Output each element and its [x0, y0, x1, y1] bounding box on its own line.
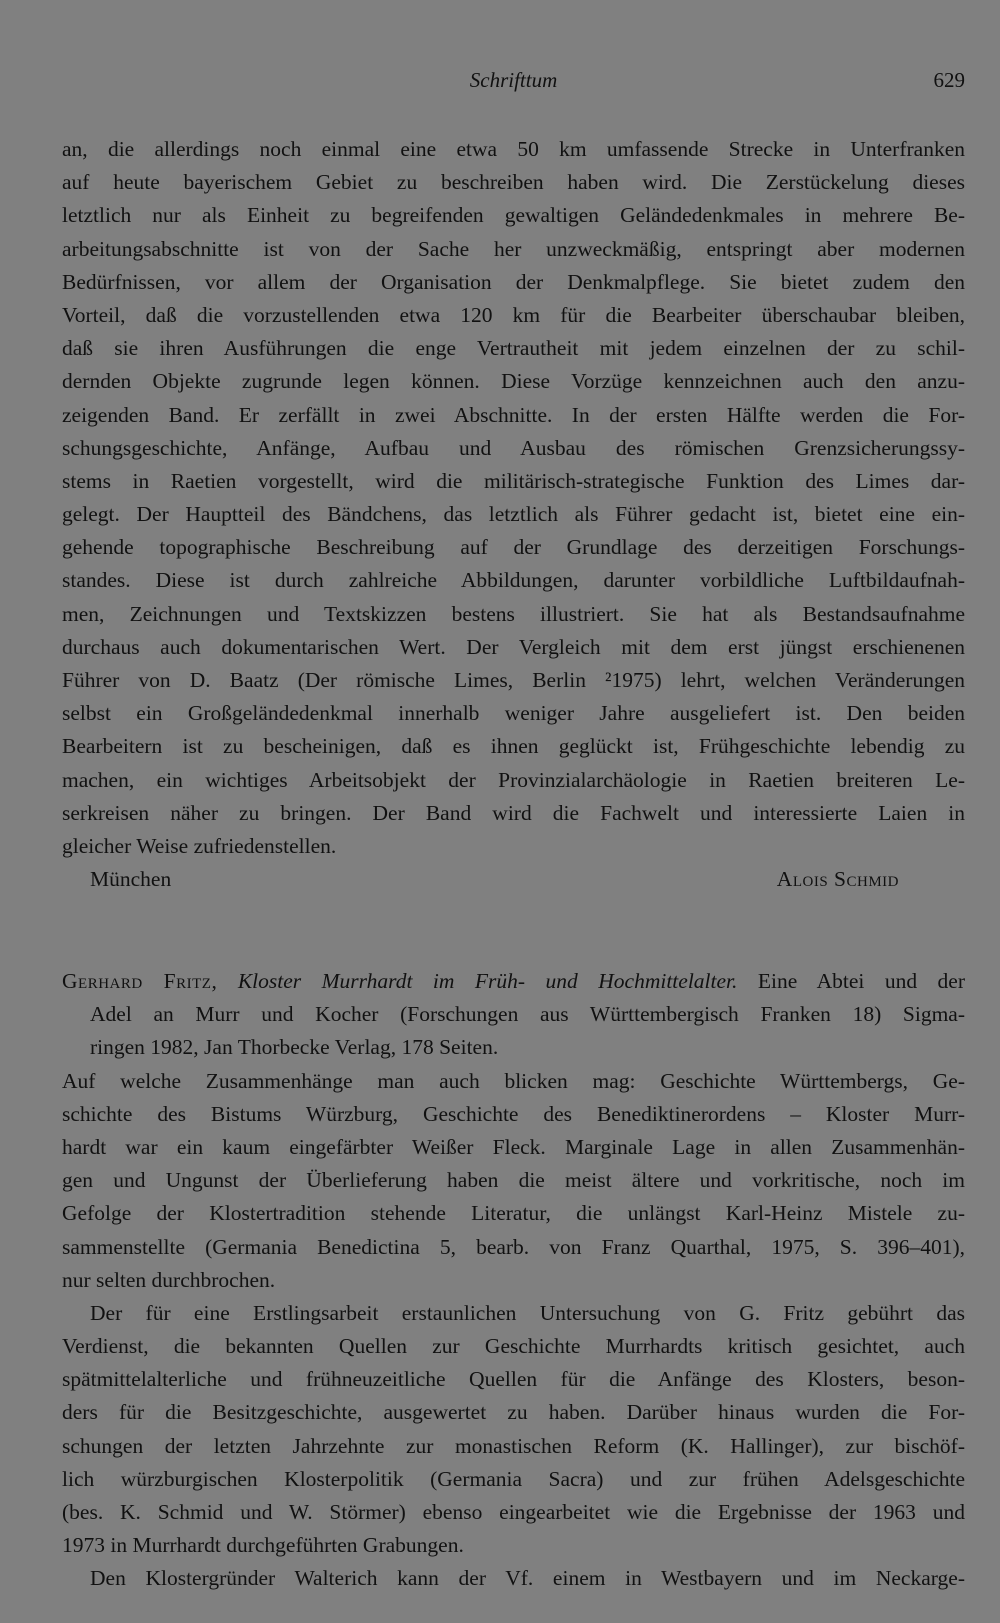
citation-title: Kloster Murrhardt im Früh- und Hochmittelalter. — [237, 969, 738, 993]
citation-rest: Eine Abtei und der — [737, 969, 965, 993]
text-line: zeigenden Band. Er zerfällt in zwei Abschnitte. In der ersten Hälfte werden die For- — [62, 402, 965, 427]
text-line: Vorteil, daß die vorzustellenden etwa 120 km für die Bearbeiter überschaubar bleiben, — [62, 302, 965, 327]
text-line: Gefolge der Klostertradition stehende Literatur, die unlängst Karl-Heinz Mistele zu- — [62, 1201, 965, 1226]
text-line: standes. Diese ist durch zahlreiche Abbildungen, darunter vorbildliche Luftbildaufnah- — [62, 568, 965, 593]
text-line: Der für eine Erstlingsarbeit erstaunlichen Untersuchung von G. Fritz gebührt das — [90, 1300, 965, 1325]
text-line: selbst ein Großgeländedenkmal innerhalb weniger Jahre ausgeliefert ist. Den beiden — [62, 701, 965, 726]
review-2-paragraph-3 — [62, 1562, 965, 1595]
text-line: Bedürfnissen, vor allem der Organisation der Denkmalpflege. Sie bietet zudem den — [62, 269, 965, 294]
text-line: 1973 in Murrhardt durchgeführten Grabungen. — [62, 1533, 464, 1558]
text-line: gehende topographische Beschreibung auf der Grundlage des derzeitigen Forschungs- — [62, 535, 965, 560]
text-line: schungsgeschichte, Anfänge, Aufbau und Ausbau des römischen Grenzsicherungssy- — [62, 435, 965, 460]
signature-place: München — [90, 867, 172, 892]
text-line: auf heute bayerischem Gebiet zu beschreiben haben wird. Die Zerstückelung dieses — [62, 170, 965, 195]
signature-name: Alois Schmid — [776, 867, 899, 892]
text-line: gelegt. Der Hauptteil des Bändchens, das letztlich als Führer gedacht ist, bietet eine ein- — [62, 502, 965, 527]
text-line: spätmittelalterliche und frühneuzeitliche Quellen für die Anfänge des Klosters, beson- — [62, 1367, 965, 1392]
text-line: nur selten durchbrochen. — [62, 1267, 276, 1292]
text-line: schichte des Bistums Würzburg, Geschichte des Benediktinerordens – Kloster Murr- — [62, 1101, 965, 1126]
running-head: Schrifttum — [469, 68, 558, 92]
review-2-text — [62, 965, 965, 1596]
text-line: daß sie ihren Ausführungen die enge Vertrautheit mit jedem einzelnen der zu schil- — [62, 336, 965, 361]
text-line: (bes. K. Schmid und W. Störmer) ebenso eingearbeitet wie die Ergebnisse der 1963 und — [62, 1500, 965, 1524]
text-line: Den Klostergründer Walterich kann der Vf. einem in Westbayern und im Neckarge- — [90, 1566, 965, 1591]
text-line: machen, ein wichtiges Arbeitsobjekt der Provinzialarchäologie in Raetien breiteren Le- — [62, 767, 965, 792]
text-line: ders für die Besitzgeschichte, ausgewertet zu haben. Darüber hinaus wurden die For- — [62, 1400, 965, 1425]
text-line: Auf welche Zusammenhänge man auch blicken mag: Geschichte Württembergs, Ge- — [62, 1068, 965, 1093]
text-line: letztlich nur als Einheit zu begreifenden gewaltigen Geländedenkmales in mehrere Be- — [62, 203, 965, 228]
review-2-paragraph-2 — [62, 1297, 965, 1563]
review-2-citation — [62, 965, 965, 1065]
page-number: 629 — [933, 68, 965, 92]
citation-author: Gerhard Fritz, — [62, 969, 218, 993]
review-1-paragraph — [62, 133, 965, 863]
page-header — [62, 64, 965, 100]
text-line: Führer von D. Baatz (Der römische Limes, Berlin ²1975) lehrt, welchen Veränderungen — [62, 668, 965, 692]
text-line: Bearbeitern ist zu bescheinigen, daß es ihnen geglückt ist, Frühgeschichte lebendig zu — [62, 734, 965, 759]
citation-first-line — [62, 965, 965, 998]
review-2-paragraph-1 — [62, 1065, 965, 1297]
review-1-text — [62, 133, 965, 896]
text-line: gen und Ungunst der Überlieferung haben die meist ältere und vorkritische, noch im — [62, 1168, 965, 1193]
text-line: sammenstellte (Germania Benedictina 5, bearb. von Franz Quarthal, 1975, S. 396–401), — [62, 1234, 965, 1259]
text-line: serkreisen näher zu bringen. Der Band wird die Fachwelt und interessierte Laien in — [62, 800, 965, 825]
text-line: durchaus auch dokumentarischen Wert. Der Vergleich mit dem erst jüngst erschienenen — [62, 634, 965, 659]
review-1-signature — [62, 863, 965, 896]
text-line: Verdienst, die bekannten Quellen zur Geschichte Murrhardts kritisch gesichtet, auch — [62, 1334, 965, 1359]
text-line: Adel an Murr und Kocher (Forschungen aus Württembergisch Franken 18) Sigma- — [90, 1002, 965, 1027]
text-line: lich würzburgischen Klosterpolitik (Germania Sacra) und zur frühen Adelsgeschichte — [62, 1466, 965, 1491]
text-line: stems in Raetien vorgestellt, wird die militärisch-strategische Funktion des Limes dar- — [62, 468, 965, 493]
text-line: hardt war ein kaum eingefärbter Weißer Fleck. Marginale Lage in allen Zusammenhän- — [62, 1134, 965, 1159]
text-line: gleicher Weise zufriedenstellen. — [62, 833, 337, 858]
citation-continuation — [62, 998, 965, 1064]
text-line: men, Zeichnungen und Textskizzen bestens illustriert. Sie hat als Bestandsaufnahme — [62, 601, 965, 626]
text-line: schungen der letzten Jahrzehnte zur monastischen Reform (K. Hallinger), zur bischöf- — [62, 1433, 965, 1458]
text-line: arbeitungsabschnitte ist von der Sache her unzweckmäßig, entspringt aber modernen — [62, 236, 965, 261]
text-line: an, die allerdings noch einmal eine etwa 50 km umfassende Strecke in Unterfranken — [62, 137, 965, 161]
text-line: dernden Objekte zugrunde legen können. Diese Vorzüge kennzeichnen auch den anzu- — [62, 369, 965, 394]
text-line: ringen 1982, Jan Thorbecke Verlag, 178 Seiten. — [90, 1035, 499, 1060]
